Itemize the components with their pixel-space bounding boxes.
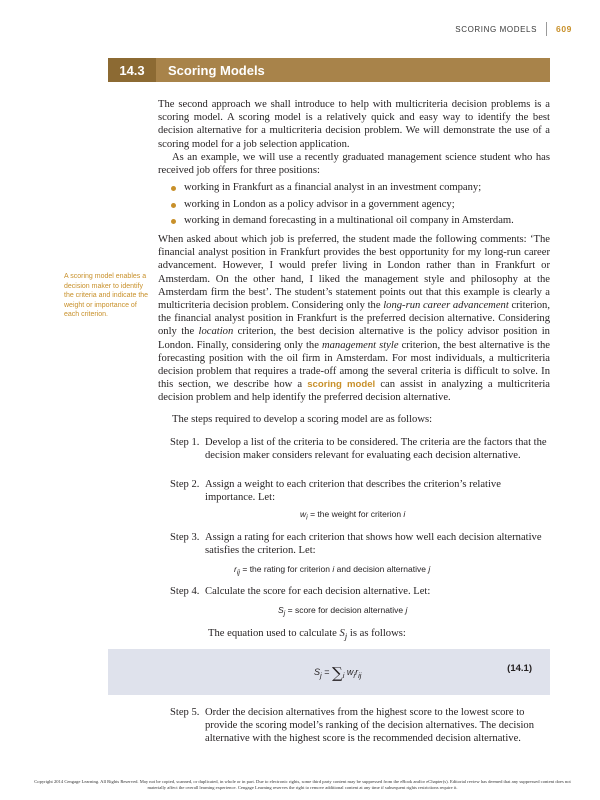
step-5 bbox=[170, 706, 550, 746]
step-label: Step 1. bbox=[170, 437, 200, 448]
rating-subscript: ij bbox=[358, 670, 362, 680]
emphasis-text: long-run career advancement bbox=[383, 300, 509, 312]
running-head bbox=[455, 22, 572, 36]
rating-term: r bbox=[355, 667, 359, 677]
key-term: scoring model bbox=[307, 379, 376, 391]
section-number: 14.3 bbox=[108, 58, 156, 82]
intro-paragraph-2: As an example, we will use a recently graduated management science student who has received job offers for three positions: bbox=[158, 151, 550, 177]
text-run: The equation used to calculate bbox=[208, 628, 337, 639]
formula-subscript: j bbox=[344, 631, 348, 642]
running-head-divider bbox=[546, 22, 547, 36]
steps-intro-text: The steps required to develop a scoring model are as follows: bbox=[172, 414, 433, 425]
formula-text: = the rating for criterion bbox=[242, 564, 331, 574]
formula-symbol: w bbox=[300, 509, 307, 519]
step-text: Assign a rating for each criterion that shows how well each decision alternative satisfies the criterion. Let: bbox=[205, 532, 542, 557]
step-label: Step 4. bbox=[170, 586, 200, 597]
intro-paragraph bbox=[158, 98, 550, 177]
step-4 bbox=[170, 585, 550, 598]
formula-variable: j bbox=[405, 605, 408, 615]
step-text: Calculate the score for each decision alternative. Let: bbox=[205, 586, 431, 597]
formula-subscript: j bbox=[283, 609, 286, 618]
job-offer-list bbox=[170, 180, 550, 230]
step-text: Order the decision alternatives from the highest score to the lowest score to provide the scoring model’s ranking of the decision alternatives. The decision alternative with the highest score is the recommended decision alternative. bbox=[205, 707, 535, 745]
step-2 bbox=[170, 478, 550, 504]
step-3 bbox=[170, 531, 550, 557]
intro-paragraph-1: The second approach we shall introduce to help with multicriteria decision problems is a scoring model. A scoring model is a relatively quick and easy way to identify the best decision alternative for a multicriteria decision problem. We will demonstrate the use of a scoring model for a job selection application. bbox=[158, 99, 550, 150]
equation-lhs-subscript: j bbox=[320, 670, 322, 680]
equation-lhs: S bbox=[314, 667, 321, 677]
formula-text: and decision alternative bbox=[336, 564, 426, 574]
list-item: working in demand forecasting in a multinational oil company in Amsterdam. bbox=[170, 213, 550, 230]
formula-variable: i bbox=[332, 564, 335, 574]
weight-subscript: i bbox=[353, 670, 356, 680]
formula-text: = the weight for criterion bbox=[310, 509, 402, 519]
text-run: criterion, the best decision alternative is the policy advisor position in London. Finally, considering only the bbox=[158, 326, 550, 351]
formula-variable: j bbox=[428, 564, 431, 574]
summation-icon: ∑ bbox=[331, 664, 343, 682]
page-number: 609 bbox=[556, 24, 572, 34]
example-paragraph bbox=[158, 233, 550, 405]
step-label: Step 3. bbox=[170, 532, 200, 543]
emphasis-text: location bbox=[198, 326, 234, 338]
running-head-title: SCORING MODELS bbox=[455, 24, 538, 34]
list-item: working in London as a policy advisor in a government agency; bbox=[170, 197, 550, 214]
equation-box bbox=[108, 649, 550, 695]
equation-number: (14.1) bbox=[507, 663, 532, 674]
step-text: Assign a weight to each criterion that describes the criterion’s relative importance. Let: bbox=[205, 479, 501, 504]
formula-symbol: r bbox=[234, 564, 237, 574]
formula-symbol: S bbox=[278, 605, 284, 615]
weight-definition bbox=[300, 509, 405, 522]
text-run: criterion, the best alternative is the forecasting position with the oil firm in Amsterdam. For most individuals, a multicriteria decision problem that requires a trade-off among the several criteria is difficult to solve. In this section, we describe how a bbox=[158, 339, 550, 391]
formula-symbol: S bbox=[339, 628, 345, 639]
list-item: working in Frankfurt as a financial analyst in an investment company; bbox=[170, 180, 550, 197]
step-label: Step 2. bbox=[170, 479, 200, 490]
section-header bbox=[108, 58, 550, 82]
text-run: is as follows: bbox=[349, 628, 406, 639]
text-run: can assist in analyzing a multicriteria decision problem and help identify the preferred decision alternative. bbox=[158, 379, 550, 404]
formula-subscript: i bbox=[306, 513, 308, 522]
text-run: When asked about which job is preferred, the student made the following comments: ‘The financial analyst position in Frankfurt provides the best opportunity for my long-run career advancement. However, I would prefer living in London rather than in Frankfurt or Amsterdam. On the other hand, I liked the management style and philosophy at the Amsterdam firm the best’. The student’s statement points out that this example is clearly a multicriteria decision problem. Considering only the bbox=[158, 234, 550, 312]
scoring-equation bbox=[314, 664, 361, 682]
equation-intro bbox=[208, 627, 548, 643]
steps-intro bbox=[158, 413, 550, 426]
text-run: criterion, the financial analyst position in Frankfurt is the preferred decision alternative. Considering only the bbox=[158, 300, 550, 338]
section-title: Scoring Models bbox=[168, 62, 265, 78]
rating-definition bbox=[234, 564, 430, 577]
step-1 bbox=[170, 436, 550, 462]
formula-variable: i bbox=[403, 509, 406, 519]
step-text: Develop a list of the criteria to be considered. The criteria are the factors that the decision maker considers relevant for evaluating each decision alternative. bbox=[205, 437, 547, 462]
margin-note: A scoring model enables a decision maker to identify the criteria and indicate the weight or importance of each criterion. bbox=[64, 273, 149, 319]
formula-text: = score for decision alternative bbox=[287, 605, 404, 615]
weight-term: w bbox=[346, 667, 354, 677]
emphasis-text: management style bbox=[321, 339, 399, 351]
score-definition bbox=[278, 605, 407, 618]
copyright-footer: Copyright 2014 Cengage Learning. All Rights Reserved. May not be copied, scanned, or duplicated, in whole or in part. Due to electronic rights, some third party content may be suppressed from the eBook and/or eChapter(s). Editorial review has deemed that any suppressed content does not materially affect the overall learning experience. Cengage Learning reserves the right to remove additional content at any time if subsequent rights restrictions require it. bbox=[34, 779, 571, 790]
summation-index: i bbox=[342, 670, 345, 680]
formula-subscript: ij bbox=[236, 568, 240, 577]
step-label: Step 5. bbox=[170, 707, 200, 718]
equals-sign: = bbox=[324, 667, 330, 677]
